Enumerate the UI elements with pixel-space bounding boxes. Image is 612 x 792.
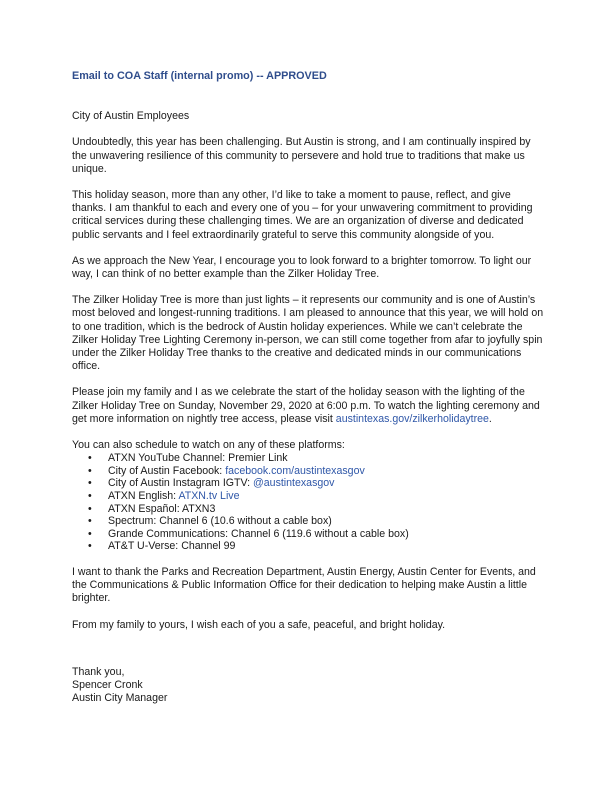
platform-item (72, 528, 546, 541)
email-document (72, 70, 546, 705)
paragraph-closing: From my family to yours, I wish each of you a safe, peaceful, and bright holiday. (72, 618, 446, 631)
platform-text: Spectrum: Channel 6 (10.6 without a cable box) (108, 515, 332, 528)
platform-item (72, 503, 546, 516)
platform-text: ATXN YouTube Channel: Premier Link (108, 452, 288, 465)
zilker-tree-link[interactable]: austintexas.gov/zilkerholidaytree (335, 412, 489, 425)
platform-item (72, 477, 546, 490)
paragraph-new-year: As we approach the New Year, I encourage you to look forward to a brighter tomorrow. To light our way, I can think of no better example than the Zilker Holiday Tree. (72, 254, 532, 281)
platform-item (72, 490, 546, 503)
bullet-icon: • (88, 540, 92, 553)
signature-block (72, 666, 546, 706)
platform-item (72, 515, 546, 528)
bullet-icon: • (88, 515, 92, 528)
document-heading: Email to COA Staff (internal promo) -- APPROVED (72, 70, 327, 82)
platforms-list (72, 452, 546, 553)
bullet-icon: • (88, 477, 92, 490)
bullet-icon: • (88, 452, 92, 465)
bullet-icon: • (88, 464, 92, 477)
facebook-link[interactable]: facebook.com/austintexasgov (225, 464, 365, 477)
signoff: Thank you, (72, 665, 125, 678)
platform-text: ATXN Español: ATXN3 (108, 502, 216, 515)
platform-text: City of Austin Instagram IGTV: (108, 477, 254, 490)
paragraph-invite (72, 386, 546, 426)
platform-item (72, 540, 546, 553)
paragraph-challenging-year: Undoubtedly, this year has been challenging. But Austin is strong, and I am continually inspired by the unwavering resilience of this community to persevere and hold true to traditions that make us unique. (72, 136, 531, 175)
invite-period: . (488, 412, 492, 425)
salutation: City of Austin Employees (72, 110, 190, 123)
signer-name: Spencer Cronk (72, 679, 143, 692)
platform-item (72, 465, 546, 478)
platform-text: ATXN English: (108, 490, 179, 503)
platform-text: Grande Communications: Channel 6 (119.6 without a cable box) (108, 527, 409, 540)
instagram-link[interactable]: @austintexasgov (253, 477, 335, 490)
platforms-intro: You can also schedule to watch on any of these platforms: (72, 439, 345, 452)
bullet-icon: • (88, 502, 92, 515)
paragraph-department-thanks: I want to thank the Parks and Recreation Department, Austin Energy, Austin Center for Events, and the Communications & Public Information Office for their dedication to helping make Austin a little brighter. (72, 566, 536, 605)
bullet-icon: • (88, 527, 92, 540)
paragraph-zilker-tree: The Zilker Holiday Tree is more than just lights – it represents our community and is one of Austin’s most beloved and longest-running traditions. I am pleased to announce that this year, we will hold on to one tradition, which is the bedrock of Austin holiday experiences. While we can’t celebrate the Zilker Holiday Tree Lighting Ceremony in-person, we can still come together from afar to joyfully spin under the Zilker Holiday Tree thanks to the creative and dedicated minds in our communications office. (72, 294, 544, 373)
paragraph-thanks-staff: This holiday season, more than any other, I’d like to take a moment to pause, reflect, and give thanks. I am thankful to each and every one of you – for your unwavering commitment to providing critical services during these challenging times. We are an organization of diverse and dedicated public servants and I feel extraordinarily grateful to serve this community alongside of you. (72, 189, 533, 241)
atxn-live-link[interactable]: ATXN.tv Live (178, 490, 240, 503)
platform-text: AT&T U-Verse: Channel 99 (108, 540, 236, 553)
signer-title: Austin City Manager (72, 692, 168, 705)
platform-text: City of Austin Facebook: (108, 464, 226, 477)
bullet-icon: • (88, 490, 92, 503)
invite-text: Please join my family and I as we celebrate the start of the holiday season with the lighting of the Zilker Holiday Tree on Sunday, November 29, 2020 at 6:00 p.m. To watch the lighting ceremony and get more information on nightly tree access, please visit (72, 386, 540, 425)
platform-item (72, 452, 546, 465)
